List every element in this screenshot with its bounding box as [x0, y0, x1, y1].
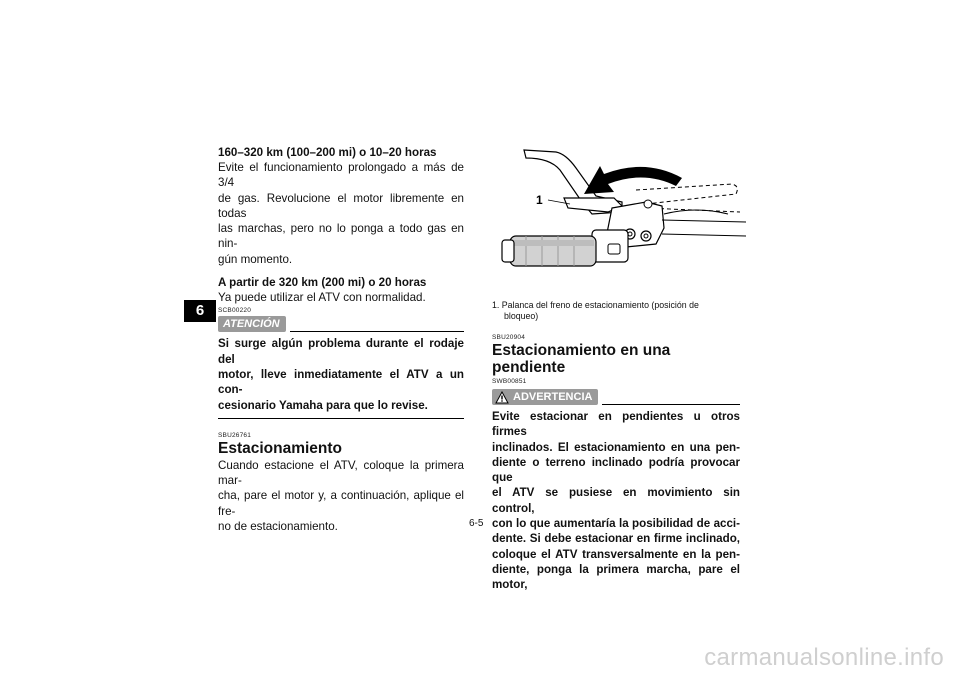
- breakin-heading-2: A partir de 320 km (200 mi) o 20 horas: [218, 276, 427, 290]
- bar-end: [502, 240, 514, 262]
- warning-triangle-icon: [495, 391, 509, 404]
- section-code: SBU26761: [218, 431, 252, 439]
- line: cesionario Yamaha para que lo revise.: [218, 398, 428, 412]
- bolt-icon: [641, 231, 651, 241]
- warning-label: ADVERTENCIA: [513, 391, 593, 403]
- banner-rule: [602, 404, 740, 405]
- notice-banner-row: [218, 316, 464, 332]
- line: de gas. Revolucione el motor libremente en todas: [218, 191, 464, 220]
- line: motor, lleve inmediatamente el ATV a un con-: [218, 367, 464, 397]
- figure-caption: [492, 300, 742, 322]
- chapter-tab: 6: [184, 300, 216, 322]
- grip-highlight: [512, 240, 594, 246]
- warning-banner: [492, 389, 598, 405]
- bolt-icon: [644, 200, 652, 208]
- banner-rule: [290, 331, 464, 332]
- breakin-heading-1: 160–320 km (100–200 mi) o 10–20 horas: [218, 146, 437, 159]
- warning-banner-row: [492, 387, 740, 405]
- notice-code: SCB00220: [218, 307, 252, 315]
- line: dente. Si debe estacionar en firme inclinado,: [492, 532, 740, 546]
- breakin-paragraph-1: [218, 160, 464, 267]
- line: con lo que aumentaría la posibilidad de acci-: [492, 517, 740, 531]
- line: Evite el funcionamiento prolongado a más de 3/4: [218, 161, 464, 190]
- notice-banner: ATENCIÓN: [218, 316, 286, 332]
- line: diente, ponga la primera marcha, pare el motor,: [492, 562, 740, 592]
- arrow-icon: [584, 166, 682, 194]
- caption-line-2: bloqueo): [504, 311, 539, 321]
- parking-brake-figure: [496, 148, 746, 283]
- handlebar: [662, 220, 746, 236]
- callout-label: 1: [536, 193, 543, 207]
- parking-paragraph: [218, 458, 464, 534]
- breakin-paragraph-2: Ya puede utilizar el ATV con normalidad.: [218, 291, 426, 305]
- line: el ATV se pusiese en movimiento sin control,: [492, 486, 740, 515]
- left-column: [218, 146, 464, 534]
- warning-code: SWB00851: [492, 378, 527, 385]
- caption-line-1: 1. Palanca del freno de estacionamiento (posición de: [492, 300, 699, 310]
- line: Evite estacionar en pendientes u otros firmes: [492, 410, 740, 439]
- line: las marchas, pero no lo ponga a todo gas en nin-: [218, 222, 464, 251]
- line: diente o terreno inclinado podría provocar que: [492, 455, 740, 485]
- watermark: carmanualsonline.info: [704, 644, 944, 671]
- section-code-slope: SBU20904: [492, 334, 526, 341]
- line: coloque el ATV transversalmente en la pen-: [492, 547, 740, 561]
- section-title-slope: Estacionamiento en una pendiente: [492, 342, 671, 376]
- line: Cuando estacione el ATV, coloque la primera mar-: [218, 458, 464, 488]
- line: inclinados. El estacionamiento en una pen-: [492, 440, 740, 454]
- line: gún momento.: [218, 252, 293, 266]
- page-number: 6-5: [469, 518, 484, 529]
- line: Si surge algún problema durante el rodaje del: [218, 337, 464, 366]
- line: cha, pare el motor y, a continuación, aplique el fre-: [218, 489, 464, 518]
- switch-button: [608, 244, 620, 254]
- warning-text: [492, 409, 740, 593]
- line: no de estacionamiento.: [218, 520, 338, 534]
- right-column: [492, 334, 740, 593]
- section-title-parking: Estacionamiento: [218, 439, 343, 457]
- notice-text: [218, 336, 464, 412]
